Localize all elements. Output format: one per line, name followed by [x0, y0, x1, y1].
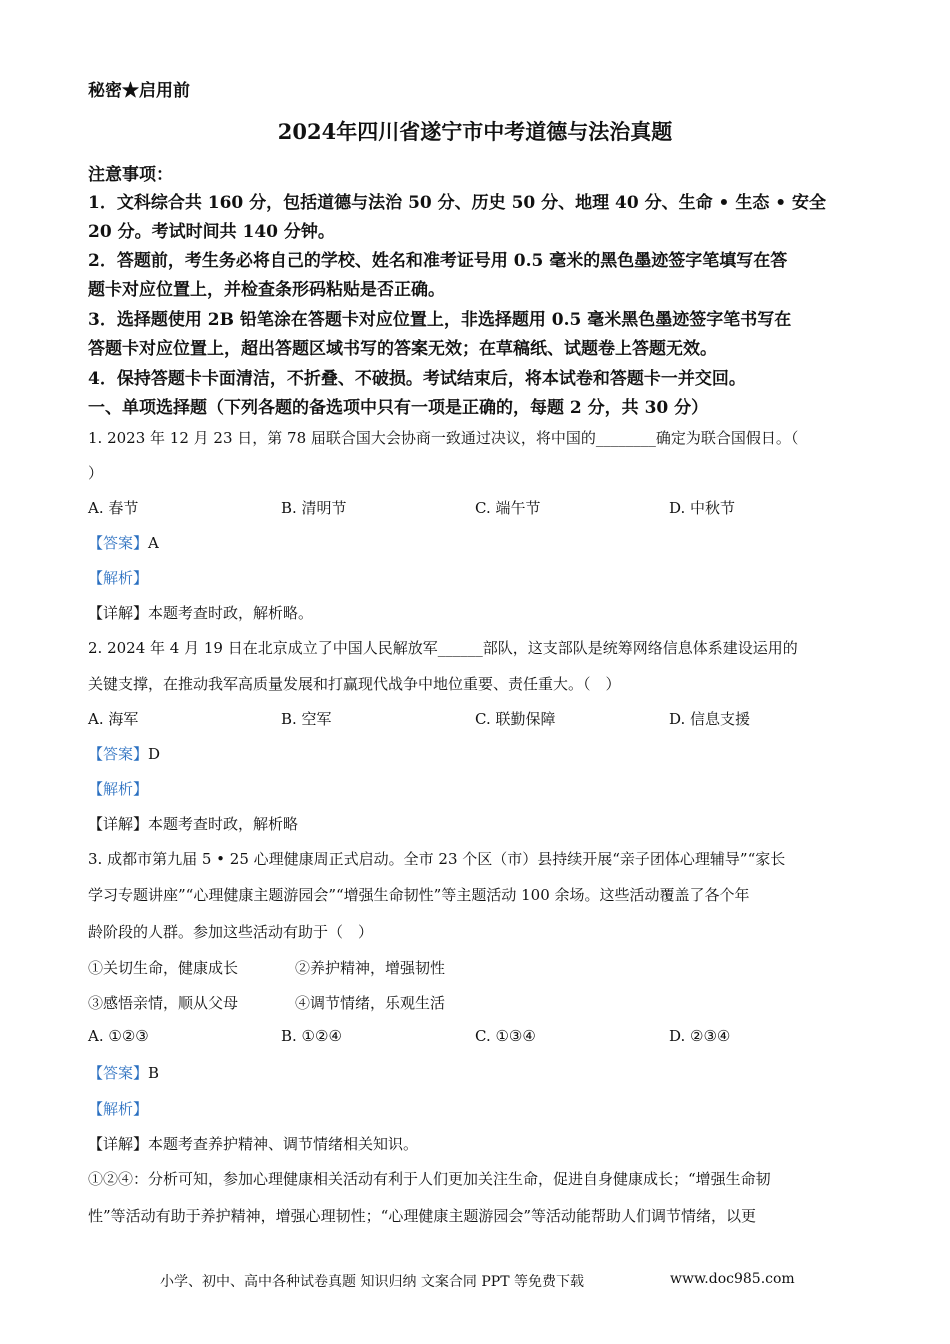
answer-value: B	[148, 1064, 160, 1082]
answer-value: D	[148, 745, 161, 763]
notes-line: 1．文科综合共 160 分，包括道德与法治 50 分、历史 50 分、地理 40 分、生命 • 生态 • 安全	[88, 193, 827, 213]
q3-item-4: ④调节情绪，乐观生活	[295, 994, 446, 1012]
answer-tag: 【答案】	[88, 534, 149, 552]
answer-tag: 【答案】	[88, 1064, 149, 1082]
answer-value: A	[148, 534, 159, 552]
q3-analysis-tag: 【解析】	[88, 1100, 149, 1118]
q3-item-2: ②养护精神，增强韧性	[295, 959, 446, 977]
q3-option-a: A. ①②③	[88, 1027, 149, 1045]
notes-line: 2．答题前，考生务必将自己的学校、姓名和准考证号用 0.5 毫米的黑色墨迹签字笔填写在答	[88, 251, 788, 271]
q2-stem: 2. 2024 年 4 月 19 日在北京成立了中国人民解放军______部队，这支部队是统筹网络信息体系建设运用的	[88, 639, 798, 657]
section-heading: 一、单项选择题（下列各题的备选项中只有一项是正确的，每题 2 分，共 30 分）	[88, 398, 709, 418]
q1-analysis-tag: 【解析】	[88, 569, 149, 587]
notes-line: 3．选择题使用 2B 铅笔涂在答题卡对应位置上，非选择题用 0.5 毫米黑色墨迹签字笔书写在	[88, 310, 792, 330]
detail-tag: 【详解】	[88, 1135, 149, 1153]
q3-stem: 学习专题讲座”“心理健康主题游园会”“增强生命韧性”等主题活动 100 余场。这些活动覆盖了各个年	[88, 886, 750, 904]
q2-stem: 关键支撑，在推动我军高质量发展和打赢现代战争中地位重要、责任重大。（ ）	[88, 675, 621, 693]
q1-option-b: B. 清明节	[281, 499, 347, 517]
page-title: 2024年四川省遂宁市中考道德与法治真题	[277, 119, 673, 144]
q1-option-a: A. 春节	[88, 499, 139, 517]
q3-answer	[88, 1062, 159, 1083]
q1-answer	[88, 532, 159, 553]
answer-tag: 【答案】	[88, 745, 149, 763]
q1-stem: ）	[88, 464, 104, 482]
detail-text: 本题考查时政，解析略	[148, 815, 299, 833]
q3-option-d: D. ②③④	[669, 1027, 731, 1045]
detail-text: 本题考查时政，解析略。	[148, 604, 314, 622]
q3-option-b: B. ①②④	[281, 1027, 342, 1045]
notes-line: 20 分。考试时间共 140 分钟。	[88, 222, 335, 242]
q3-item-1: ①关切生命，健康成长	[88, 959, 239, 977]
q2-option-d: D. 信息支援	[669, 710, 751, 728]
q1-stem: 1. 2023 年 12 月 23 日，第 78 届联合国大会协商一致通过决议，将中国的________确定为联合国假日。（	[88, 429, 799, 447]
q3-option-c: C. ①③④	[475, 1027, 536, 1045]
confidential-label: 秘密★启用前	[88, 81, 190, 101]
q2-detail	[88, 813, 298, 834]
notes-line: 4．保持答题卡卡面清洁，不折叠、不破损。考试结束后，将本试卷和答题卡一并交回。	[88, 369, 746, 389]
q2-option-a: A. 海军	[88, 710, 139, 728]
q2-option-b: B. 空军	[281, 710, 332, 728]
q1-option-d: D. 中秋节	[669, 499, 736, 517]
detail-text: 本题考查养护精神、调节情绪相关知识。	[148, 1135, 419, 1153]
notes-heading: 注意事项：	[88, 165, 173, 185]
notes-line: 题卡对应位置上，并检查条形码粘贴是否正确。	[88, 280, 445, 300]
q3-explanation: 性”等活动有助于养护精神，增强心理韧性；“心理健康主题游园会”等活动能帮助人们调节情绪，以更	[88, 1207, 757, 1225]
footer-url[interactable]: www.doc985.com	[670, 1271, 795, 1287]
q2-answer	[88, 743, 160, 764]
q3-item-3: ③感悟亲情，顺从父母	[88, 994, 239, 1012]
notes-line: 答题卡对应位置上，超出答题区域书写的答案无效；在草稿纸、试题卷上答题无效。	[88, 339, 717, 359]
footer-text: 小学、初中、高中各种试卷真题 知识归纳 文案合同 PPT 等免费下载	[160, 1274, 584, 1290]
q3-stem: 3. 成都市第九届 5 • 25 心理健康周正式启动。全市 23 个区（市）县持续开展“亲子团体心理辅导”“家长	[88, 850, 786, 868]
q2-option-c: C. 联勤保障	[475, 710, 556, 728]
q1-detail	[88, 602, 313, 623]
detail-tag: 【详解】	[88, 815, 149, 833]
q3-explanation: ①②④：分析可知，参加心理健康相关活动有利于人们更加关注生命，促进自身健康成长；“增强生命韧	[88, 1170, 771, 1188]
q2-analysis-tag: 【解析】	[88, 780, 149, 798]
q1-option-c: C. 端午节	[475, 499, 541, 517]
q3-stem: 龄阶段的人群。参加这些活动有助于（ ）	[88, 923, 374, 941]
q3-detail	[88, 1133, 418, 1154]
detail-tag: 【详解】	[88, 604, 149, 622]
